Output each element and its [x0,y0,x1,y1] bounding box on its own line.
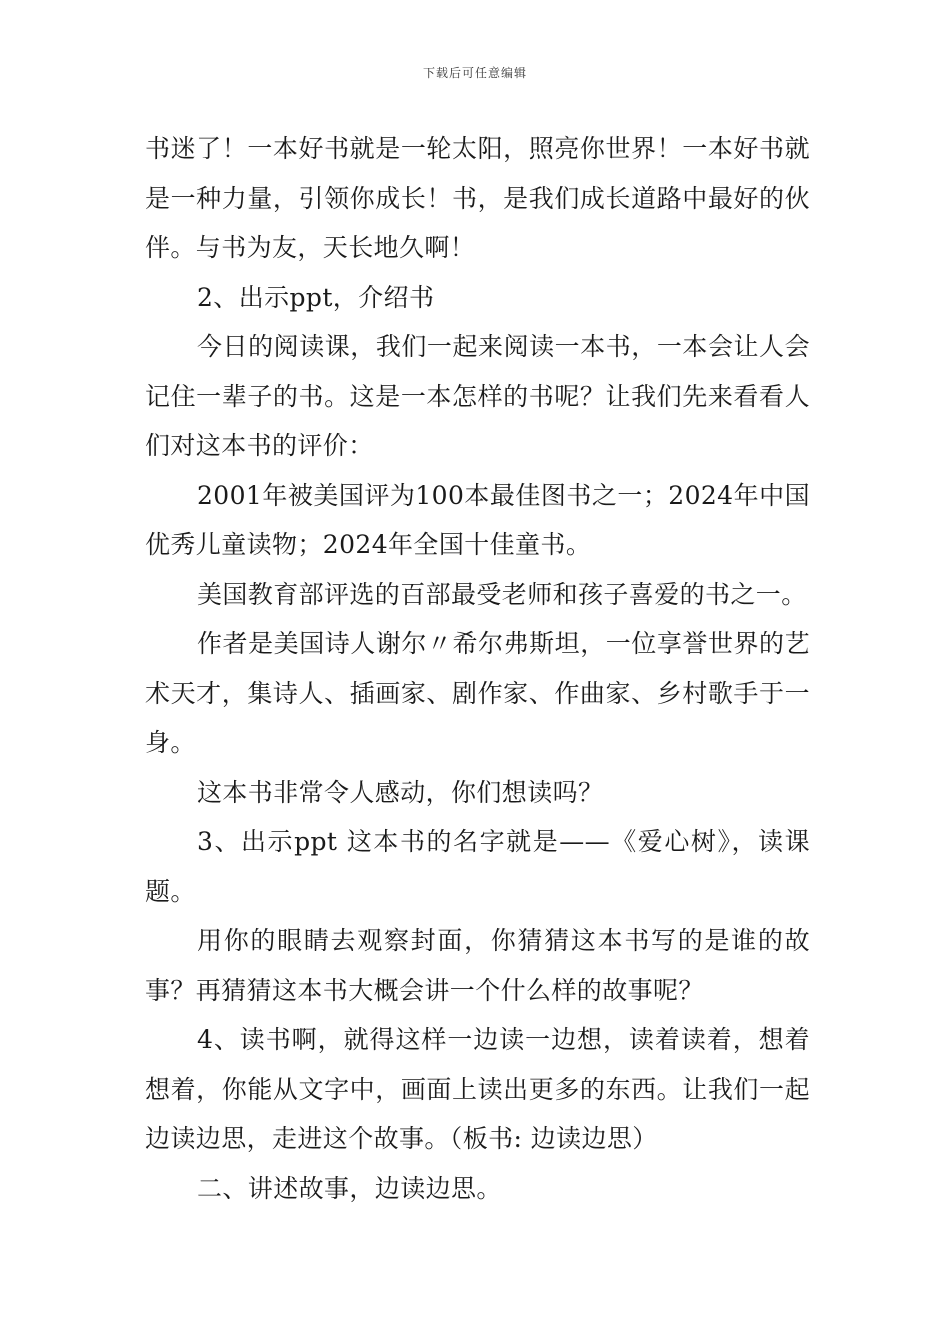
paragraph-10: 4、读书啊，就得这样一边读一边想，读着读着，想着想着，你能从文字中，画面上读出更多的东西。让我们一起边读边思，走进这个故事。（板书: 边读边思） [145,1025,810,1153]
paragraph-6: 作者是美国诗人谢尔〃希尔弗斯坦，一位享誉世界的艺术天才，集诗人、插画家、剧作家、作曲家、乡村歌手于一身。 [145,629,810,757]
paragraph-11: 二、讲述故事，边读边思。 [197,1173,502,1203]
paragraph-9: 用你的眼睛去观察封面，你猜猜这本书写的是谁的故事？再猜猜这本书大概会讲一个什么样的故事呢？ [145,926,810,1005]
paragraph-5: 美国教育部评选的百部最受老师和孩子喜爱的书之一。 [197,579,807,609]
paragraph-3: 今日的阅读课，我们一起来阅读一本书，一本会让人会记住一辈子的书。这是一本怎样的书呢？让我们先来看看人们对这本书的评价： [145,332,810,460]
document-body [145,124,810,1213]
paragraph-7: 这本书非常令人感动，你们想读吗？ [197,777,604,807]
paragraph-2: 2、出示ppt，介绍书 [197,282,435,312]
paragraph-4: 2001年被美国评为100本最佳图书之一；2024年中国优秀儿童读物；2024年全国十佳童书。 [145,480,810,559]
paragraph-1: 书迷了！一本好书就是一轮太阳，照亮你世界！一本好书就是一种力量，引领你成长！书，是我们成长道路中最好的伙伴。与书为友，天长地久啊！ [145,134,810,262]
paragraph-8: 3、出示ppt 这本书的名字就是——《爱心树》，读课题。 [145,827,810,906]
page-header: 下载后可任意编辑 [422,66,527,80]
